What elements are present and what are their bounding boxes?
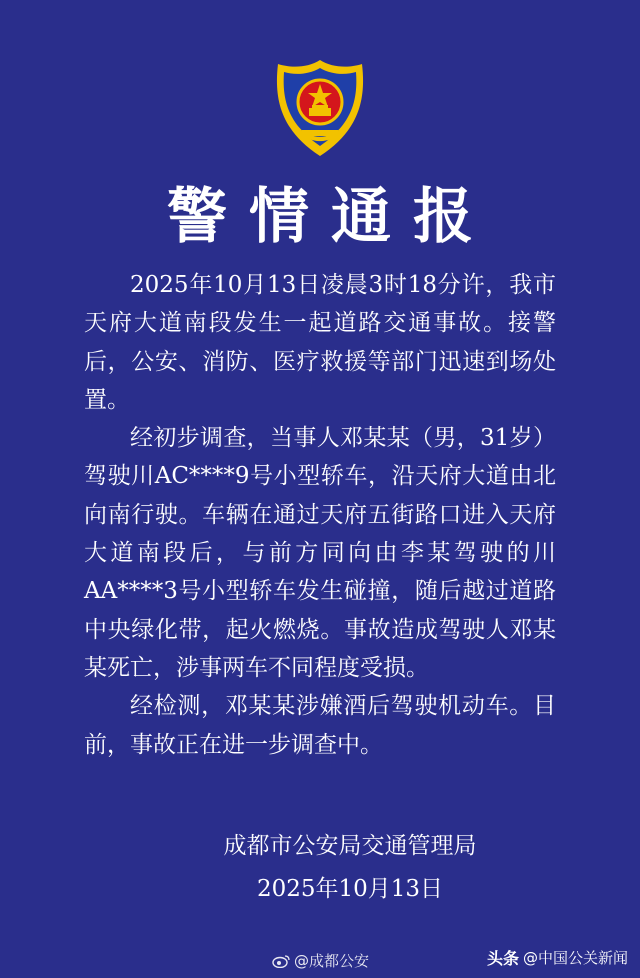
issue-date: 2025年10月13日 xyxy=(256,876,444,902)
notice-title: 警情通报 xyxy=(167,182,495,252)
paragraph-3: 经检测，邓某某涉嫌酒后驾驶机动车。目前，事故正在进一步调查中。 xyxy=(84,693,556,758)
weibo-icon xyxy=(272,954,290,968)
source-watermark xyxy=(487,946,628,969)
issuer-name: 成都市公安局交通管理局 xyxy=(223,833,477,859)
weibo-account: @成都公安 xyxy=(294,952,370,970)
paragraph-1: 2025年10月13日凌晨3时18分许，我市天府大道南段发生一起道路交通事故。接警后，公安、消防、医疗救援等部门迅速到场处置。 xyxy=(84,272,556,413)
brand-label: 头条 xyxy=(486,949,519,968)
weibo-watermark xyxy=(272,950,369,971)
source-account: @中国公关新闻 xyxy=(522,949,628,967)
notice-body xyxy=(84,266,556,764)
paragraph-2: 经初步调查，当事人邓某某（男，31岁）驾驶川AC****9号小型轿车，沿天府大道由北向南行驶。车辆在通过天府五街路口进入天府大道南段后，与前方同向由李某驾驶的川AA****3号小型轿车发生碰撞，随后越过道路中央绿化带，起火燃烧。事故造成驾驶人邓某某死亡，涉事两车不同程度受损。 xyxy=(84,425,556,681)
police-emblem-icon xyxy=(272,58,368,158)
